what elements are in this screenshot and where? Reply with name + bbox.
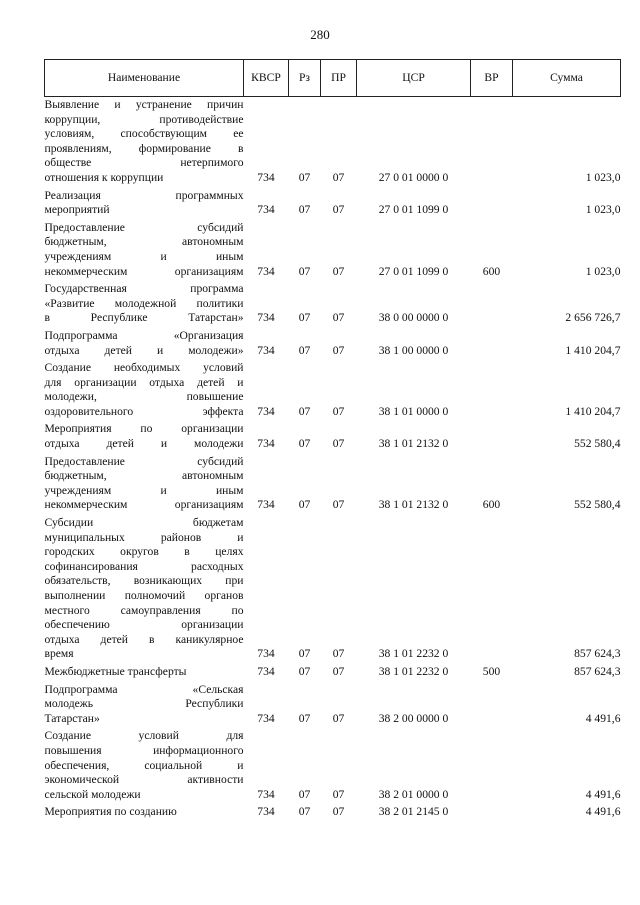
row-pr: 07: [332, 311, 345, 325]
table-row: [45, 728, 621, 804]
row-vr: [471, 682, 513, 729]
row-name-line: коррупции, противодействие: [44, 112, 244, 126]
row-kvsr: 734: [257, 404, 275, 418]
table-row: [45, 804, 621, 822]
row-kvsr: 734: [257, 647, 275, 661]
row-sum: 857 624,3: [574, 664, 621, 678]
row-rz: 07: [298, 203, 311, 217]
header-csr: ЦСР: [357, 60, 471, 97]
row-name-line: Подпрограмма «Сельская: [44, 682, 244, 696]
row-name-line: отдыха детей в каникулярное: [44, 632, 244, 646]
row-name-line: Государственная программа: [44, 282, 244, 296]
row-name-line: Субсидии бюджетам: [44, 516, 244, 530]
row-kvsr: 734: [257, 498, 275, 512]
row-vr: [471, 281, 513, 328]
row-name: [45, 454, 244, 515]
row-name-line: оздоровительного эффекта: [44, 404, 244, 418]
row-name-line: бюджетным, автономным: [44, 235, 244, 249]
row-name: [45, 188, 244, 220]
row-name-line: экономической активности: [44, 773, 244, 787]
table-row: [45, 515, 621, 664]
table-row: [45, 281, 621, 328]
row-name-line: местного самоуправления по: [44, 603, 244, 617]
row-name-line: Предоставление субсидий: [44, 220, 244, 234]
row-sum: 552 580,4: [574, 437, 621, 451]
row-kvsr: 734: [257, 711, 275, 725]
row-vr: 500: [482, 664, 501, 678]
row-csr: 38 1 01 0000 0: [378, 404, 449, 418]
row-pr: 07: [332, 711, 345, 725]
row-sum: 1 023,0: [585, 203, 621, 217]
table-row: [45, 328, 621, 360]
table-row: [45, 421, 621, 453]
row-vr: 600: [482, 264, 501, 278]
row-name: [45, 360, 244, 421]
row-name-line: Татарстан»: [44, 711, 100, 725]
row-name-line: Создание условий для: [44, 729, 244, 743]
row-sum: 1 023,0: [585, 264, 621, 278]
header-pr: ПР: [321, 60, 357, 97]
row-csr: 38 1 01 2232 0: [378, 664, 449, 678]
row-name-line: обязательств, возникающих при: [44, 574, 244, 588]
row-sum: 4 491,6: [585, 711, 621, 725]
row-name-line: сельской молодежи: [44, 787, 141, 801]
row-rz: 07: [298, 711, 311, 725]
row-name: [45, 515, 244, 664]
row-csr: 27 0 01 0000 0: [378, 170, 449, 184]
row-sum: 4 491,6: [585, 787, 621, 801]
header-vr: ВР: [471, 60, 513, 97]
row-sum: 857 624,3: [574, 647, 621, 661]
row-kvsr: 734: [257, 264, 275, 278]
page-number: 280: [310, 27, 330, 42]
row-name: [45, 804, 244, 822]
row-rz: 07: [298, 404, 311, 418]
row-csr: 38 1 00 0000 0: [378, 343, 449, 357]
row-csr: 38 2 00 0000 0: [378, 711, 449, 725]
row-kvsr: 734: [257, 203, 275, 217]
row-name-line: проявлениям, формирование в: [44, 141, 244, 155]
row-rz: 07: [298, 437, 311, 451]
table-row: [45, 220, 621, 281]
row-vr: [471, 97, 513, 188]
row-name: [45, 682, 244, 729]
row-vr: [471, 421, 513, 453]
row-name-line: время: [44, 647, 74, 661]
header-kvsr: КВСР: [244, 60, 289, 97]
row-rz: 07: [298, 647, 311, 661]
row-name-line: Подпрограмма «Организация: [44, 328, 244, 342]
row-sum: 1 410 204,7: [565, 404, 621, 418]
row-sum: 2 656 726,7: [565, 311, 621, 325]
row-kvsr: 734: [257, 805, 275, 819]
row-kvsr: 734: [257, 664, 275, 678]
row-name-line: повышения информационного: [44, 743, 244, 757]
row-name-line: учреждениям и иным: [44, 249, 244, 263]
table-row: [45, 360, 621, 421]
table-row: [45, 188, 621, 220]
row-name-line: Межбюджетные трансферты: [44, 664, 187, 678]
row-pr: 07: [332, 664, 345, 678]
row-name-line: отдыха детей и молодежи: [44, 437, 244, 451]
header-sum: Сумма: [513, 60, 621, 97]
budget-table: [44, 59, 621, 822]
row-pr: 07: [332, 647, 345, 661]
row-rz: 07: [298, 664, 311, 678]
row-kvsr: 734: [257, 170, 275, 184]
row-name-line: учреждениям и иным: [44, 483, 244, 497]
row-sum: 1 410 204,7: [565, 343, 621, 357]
row-pr: 07: [332, 170, 345, 184]
row-name-line: для организации отдыха детей и: [44, 375, 244, 389]
row-vr: [471, 360, 513, 421]
row-pr: 07: [332, 437, 345, 451]
row-kvsr: 734: [257, 787, 275, 801]
row-vr: [471, 515, 513, 664]
row-pr: 07: [332, 203, 345, 217]
row-name-line: некоммерческим организациям: [44, 264, 244, 278]
row-name-line: отдыха детей и молодежи»: [44, 343, 244, 357]
row-name: [45, 664, 244, 682]
row-name-line: муниципальных районов и: [44, 530, 244, 544]
row-name-line: Мероприятия по организации: [44, 422, 244, 436]
row-name-line: молодежи, повышение: [44, 390, 244, 404]
header-rz: Рз: [289, 60, 321, 97]
row-name-line: обеспечению организации: [44, 618, 244, 632]
row-name-line: Создание необходимых условий: [44, 361, 244, 375]
row-name-line: бюджетным, автономным: [44, 469, 244, 483]
row-sum: 1 023,0: [585, 170, 621, 184]
row-csr: 27 0 01 1099 0: [378, 264, 449, 278]
row-sum: 4 491,6: [585, 805, 621, 819]
row-name: [45, 97, 244, 188]
row-name-line: Предоставление субсидий: [44, 454, 244, 468]
table-header-row: [45, 60, 621, 97]
row-kvsr: 734: [257, 343, 275, 357]
header-name: Наименование: [45, 60, 244, 97]
row-name-line: некоммерческим организациям: [44, 498, 244, 512]
row-name-line: выполнении полномочий органов: [44, 589, 244, 602]
row-name-line: Реализация программных: [44, 188, 244, 202]
row-name-line: условиям, способствующим ее: [44, 127, 244, 141]
row-vr: 600: [482, 498, 501, 512]
row-vr: [471, 188, 513, 220]
row-name: [45, 328, 244, 360]
row-rz: 07: [298, 787, 311, 801]
row-name: [45, 421, 244, 453]
row-name-line: Мероприятия по созданию: [44, 805, 177, 819]
row-pr: 07: [332, 805, 345, 819]
row-name-line: софинансирования расходных: [44, 559, 244, 573]
row-name-line: отношения к коррупции: [44, 170, 164, 184]
row-name: [45, 281, 244, 328]
row-pr: 07: [332, 498, 345, 512]
row-sum: 552 580,4: [574, 498, 621, 512]
table-row: [45, 97, 621, 188]
row-rz: 07: [298, 311, 311, 325]
row-vr: [471, 804, 513, 822]
row-csr: 38 1 01 2132 0: [378, 437, 449, 451]
row-pr: 07: [332, 787, 345, 801]
row-name-line: «Развитие молодежной политики: [44, 296, 244, 310]
row-name-line: в Республике Татарстан»: [44, 311, 244, 325]
table-row: [45, 454, 621, 515]
row-csr: 38 2 01 2145 0: [378, 805, 449, 819]
row-name-line: обеспечения, социальной и: [44, 758, 244, 772]
row-csr: 38 0 00 0000 0: [378, 311, 449, 325]
row-pr: 07: [332, 264, 345, 278]
row-name-line: обществе нетерпимого: [44, 156, 244, 170]
row-csr: 38 2 01 0000 0: [378, 787, 449, 801]
row-name-line: молодежь Республики: [44, 697, 244, 711]
row-name-line: городских округов в целях: [44, 545, 244, 559]
row-kvsr: 734: [257, 437, 275, 451]
row-rz: 07: [298, 264, 311, 278]
row-rz: 07: [298, 498, 311, 512]
row-csr: 27 0 01 1099 0: [378, 203, 449, 217]
row-csr: 38 1 01 2232 0: [378, 647, 449, 661]
row-rz: 07: [298, 343, 311, 357]
row-name: [45, 220, 244, 281]
row-vr: [471, 328, 513, 360]
row-vr: [471, 728, 513, 804]
table-row: [45, 664, 621, 682]
row-rz: 07: [298, 805, 311, 819]
row-kvsr: 734: [257, 311, 275, 325]
row-name-line: мероприятий: [44, 203, 110, 217]
row-rz: 07: [298, 170, 311, 184]
row-name-line: Выявление и устранение причин: [44, 98, 244, 111]
row-pr: 07: [332, 404, 345, 418]
table-row: [45, 682, 621, 729]
row-csr: 38 1 01 2132 0: [378, 498, 449, 512]
table-body: [45, 97, 621, 822]
row-pr: 07: [332, 343, 345, 357]
row-name: [45, 728, 244, 804]
